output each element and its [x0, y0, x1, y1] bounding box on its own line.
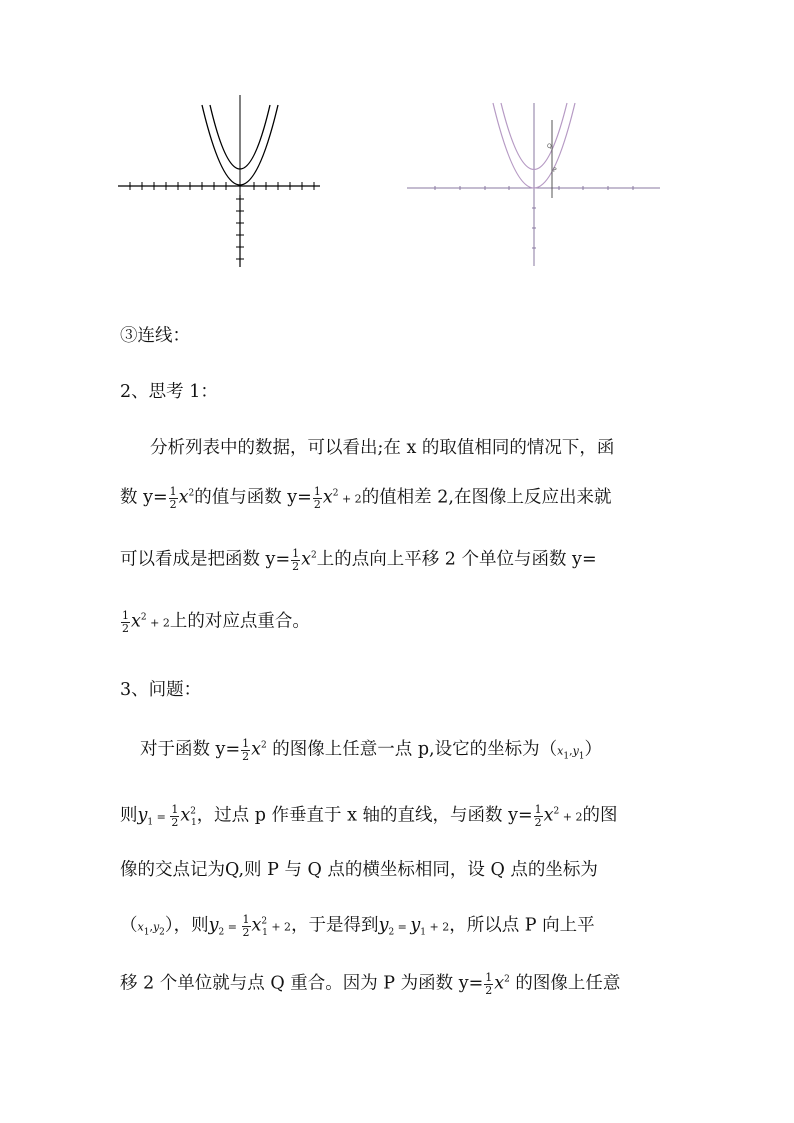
paragraph-2-line-1: 对于函数 y= $\frac{1}{2}$ $x^2$ 的图像上任意一点 p,设它的坐标为$(x_1,y_1)$ — [140, 737, 603, 763]
paragraph-2-line-3: 像的交点记为Q,则 P 与 Q 点的横坐标相同，设 Q 点的坐标为 — [120, 860, 598, 880]
paragraph-1-line-3: 可以看成是把函数 y= $\frac{1}{2}$ $x^2$上的点向上平移 2 个单位与函数 y= — [120, 547, 597, 573]
paragraph-2-line-5: 移 2 个单位就与点 Q 重合。因为 P 为函数 y= $\frac{1}{2}$ $x^2$ 的图像上任意 — [120, 971, 621, 997]
step-3-heading: ③连线： — [120, 326, 190, 346]
label-p: P — [553, 167, 557, 174]
paragraph-1-line-4: $\frac{1}{2}$ $x^2 + 2$上的对应点重合。 — [122, 609, 310, 635]
right-parabola-figure — [405, 98, 665, 270]
paragraph-1-line-2: 数 y= $\frac{1}{2}$ $x^2$的值与函数 y= $\frac{1}{2}$ $x^2 + 2$的值相差 2,在图像上反应出来就 — [120, 485, 612, 511]
paragraph-1-line-1: 分析列表中的数据，可以看出;在 x 的取值相同的情况下，函 — [150, 438, 615, 458]
section-2-heading: 2、思考 1： — [120, 382, 218, 402]
left-parabola-figure — [110, 95, 325, 275]
paragraph-2-line-2: 则$y_1$ = $\frac{1}{2}$ $x^2_1$，过点 p 作垂直于 x 轴的直线，与函数 y= $\frac{1}{2}$ $x^2 + 2$的图 — [120, 803, 618, 829]
label-q: Q — [547, 143, 552, 150]
section-3-heading: 3、问题： — [120, 680, 202, 700]
paragraph-2-line-4: $(x_1,y_2)$，则$y_2$ = $\frac{1}{2}$ $x^2_1 + 2$，于是得到$y_2 = y_1 + 2$，所以点 P 向上平 — [120, 913, 595, 939]
